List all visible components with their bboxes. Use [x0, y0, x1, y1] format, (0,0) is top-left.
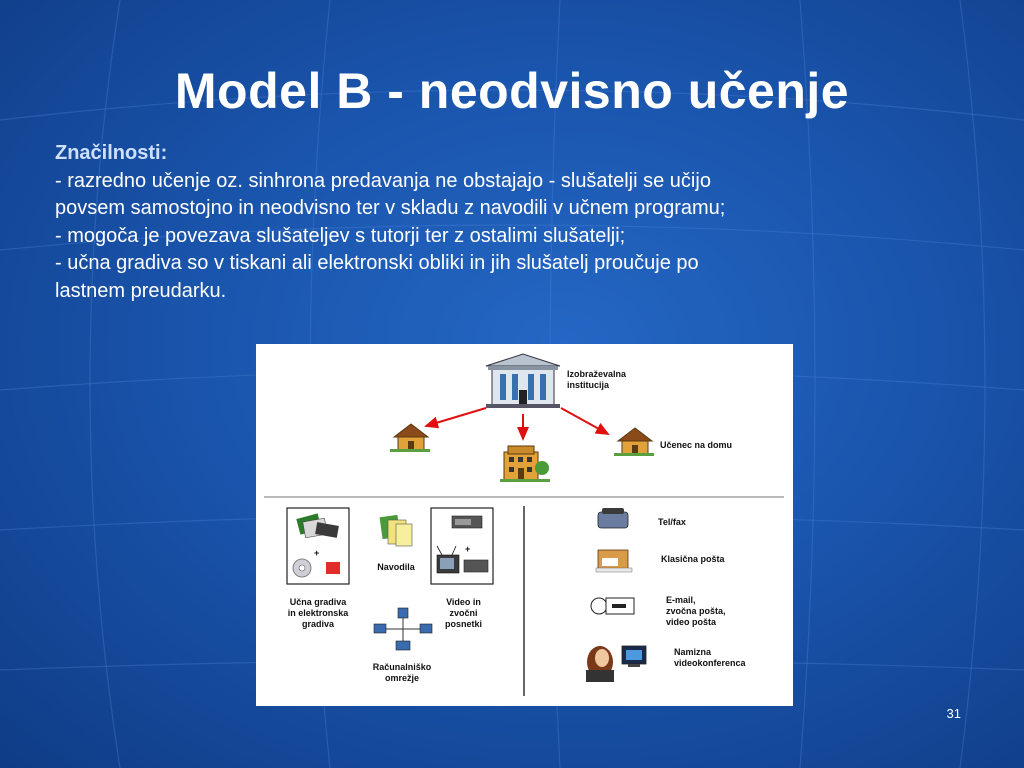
mail-icon	[596, 550, 632, 572]
school-building-icon	[500, 446, 550, 482]
materials-icon	[287, 508, 349, 584]
plus-sign: +	[465, 544, 471, 554]
body-line: lastnem preudarku.	[55, 279, 227, 302]
house-icon	[614, 428, 654, 456]
body-line: - mogoča je povezava slušateljev s tutorji ter z ostalimi slušatelji;	[55, 224, 626, 247]
body-line: povsem samostojno in neodvisno ter v skladu z navodili v učnem programu;	[55, 197, 726, 219]
materials-label: Učna gradiva in elektronska gradiva	[287, 597, 349, 629]
plus-sign: +	[314, 548, 320, 558]
video-label: Video in zvočni posnetki	[444, 597, 482, 629]
instructions-label: Navodila	[377, 562, 415, 572]
videoconference-icon	[586, 646, 646, 682]
body-line: - učna gradiva so v tiskani ali elektronski obliki in jih slušatelj proučuje po	[55, 252, 699, 274]
slide-title: Model B - neodvisno učenje	[174, 63, 850, 119]
instructions-icon	[380, 515, 412, 546]
email-label: E-mail, zvočna pošta, video pošta	[666, 595, 726, 627]
page-number: 31	[946, 706, 961, 721]
arrows	[426, 408, 608, 439]
body-line: - razredno učenje oz. sinhrona predavanja ne obstajajo - slušatelji se učijo	[55, 169, 711, 192]
mail-label: Klasična pošta	[661, 554, 725, 564]
slide-body	[55, 140, 955, 305]
computer-network-icon	[374, 608, 432, 650]
house-icon	[390, 424, 430, 452]
institution-label: Izobraževalna institucija	[567, 369, 627, 390]
email-icon	[591, 598, 634, 614]
model-diagram	[256, 344, 793, 706]
telephone-icon	[598, 508, 628, 528]
video-tv-icon	[431, 508, 493, 584]
videoconference-label: Namizna videokonferenca	[674, 647, 746, 668]
features-heading: Značilnosti:	[55, 142, 168, 164]
telfax-label: Tel/fax	[658, 517, 686, 527]
home-student-label: Učenec na domu	[660, 440, 733, 450]
institution-icon	[486, 354, 560, 408]
network-label: Računalniško omrežje	[372, 662, 432, 683]
